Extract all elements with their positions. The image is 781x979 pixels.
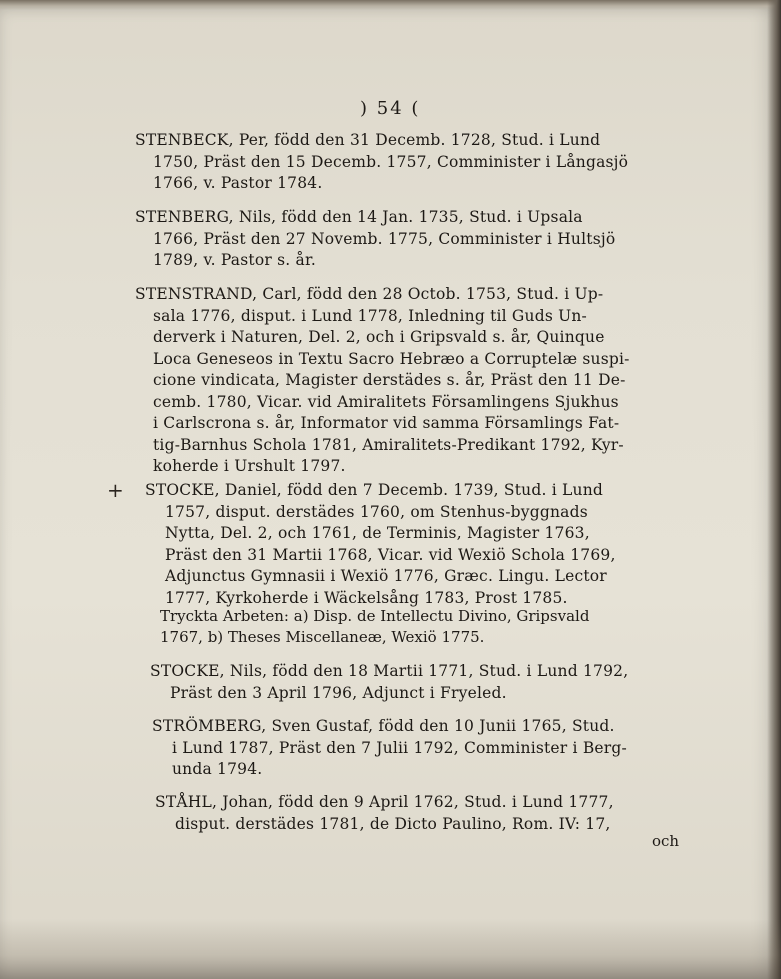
- entry-line: 1777, Kyrkoherde i Wäckelsång 1783, Prost 1785.: [165, 588, 568, 607]
- entry-stromberg: [152, 716, 680, 781]
- catchword: och: [652, 832, 680, 850]
- page-number: ) 54 (: [360, 98, 421, 119]
- entry-line: disput. derstädes 1781, de Dicto Paulino, Rom. IV: 17,: [175, 814, 611, 833]
- entry-line: Loca Geneseos in Textu Sacro Hebræo a Corruptelæ suspi-: [153, 349, 630, 368]
- entry-line: i Lund 1787, Präst den 7 Julii 1792, Comminister i Berg-: [172, 738, 627, 757]
- entry-line: STÅHL, Johan, född den 9 April 1762, Stud. i Lund 1777,: [155, 793, 614, 811]
- entry-line: Nytta, Del. 2, och 1761, de Terminis, Magister 1763,: [165, 524, 590, 542]
- entry-line: koherde i Urshult 1797.: [153, 457, 346, 475]
- entry-line: STOCKE, Daniel, född den 7 Decemb. 1739, Stud. i Lund: [145, 481, 603, 499]
- entry-stocke-nils: [150, 661, 680, 704]
- printed-works: [160, 606, 680, 648]
- entry-line: STENBECK, Per, född den 31 Decemb. 1728, Stud. i Lund: [135, 131, 601, 149]
- margin-mark: +: [107, 478, 124, 502]
- page-right-edge: [767, 0, 781, 979]
- page-bottom-shadow: [0, 919, 781, 979]
- entry-line: sala 1776, disput. i Lund 1778, Inledning til Guds Un-: [153, 306, 587, 325]
- entry-line: 1766, v. Pastor 1784.: [153, 174, 323, 192]
- entry-line: STOCKE, Nils, född den 18 Martii 1771, Stud. i Lund 1792,: [150, 662, 629, 680]
- entry-stenberg: [135, 207, 675, 272]
- entry-stocke-daniel: [145, 480, 680, 609]
- entry-line: 1750, Präst den 15 Decemb. 1757, Comminister i Långasjö: [153, 152, 629, 171]
- entry-line: Präst den 31 Martii 1768, Vicar. vid Wexiö Schola 1769,: [165, 545, 616, 564]
- entry-line: STENSTRAND, Carl, född den 28 Octob. 1753, Stud. i Up-: [135, 285, 604, 303]
- entry-line: i Carlscrona s. år, Informator vid samma Församlings Fat-: [153, 414, 620, 432]
- entry-line: 1766, Präst den 27 Novemb. 1775, Comminister i Hultsjö: [153, 229, 616, 248]
- entry-line: cemb. 1780, Vicar. vid Amiralitets Församlingens Sjukhus: [153, 392, 619, 411]
- entry-line: Adjunctus Gymnasii i Wexiö 1776, Græc. Lingu. Lector: [165, 567, 607, 585]
- entry-stenbeck: [135, 130, 675, 195]
- entry-line: tig-Barnhus Schola 1781, Amiralitets-Predikant 1792, Kyr-: [153, 435, 624, 454]
- entry-line: 1789, v. Pastor s. år.: [153, 251, 316, 269]
- entry-line: cione vindicata, Magister derstädes s. år, Präst den 11 De-: [153, 371, 626, 389]
- entry-line: 1757, disput. derstädes 1760, om Stenhus-byggnads: [165, 502, 588, 521]
- works-line: 1767, b) Theses Miscellaneæ, Wexiö 1775.: [160, 628, 485, 646]
- entry-line: Präst den 3 April 1796, Adjunct i Fryeled.: [170, 683, 507, 702]
- entry-line: STENBERG, Nils, född den 14 Jan. 1735, Stud. i Upsala: [135, 208, 583, 226]
- page-top-edge: [0, 0, 781, 10]
- entry-stahl: [155, 792, 683, 835]
- entry-stenstrand: [135, 284, 675, 478]
- works-line: Tryckta Arbeten: a) Disp. de Intellectu Divino, Gripsvald: [160, 607, 590, 625]
- entry-line: STRÖMBERG, Sven Gustaf, född den 10 Junii 1765, Stud.: [152, 717, 615, 735]
- entry-line: derverk i Naturen, Del. 2, och i Gripsvald s. år, Quinque: [153, 328, 605, 346]
- entry-line: unda 1794.: [172, 760, 263, 778]
